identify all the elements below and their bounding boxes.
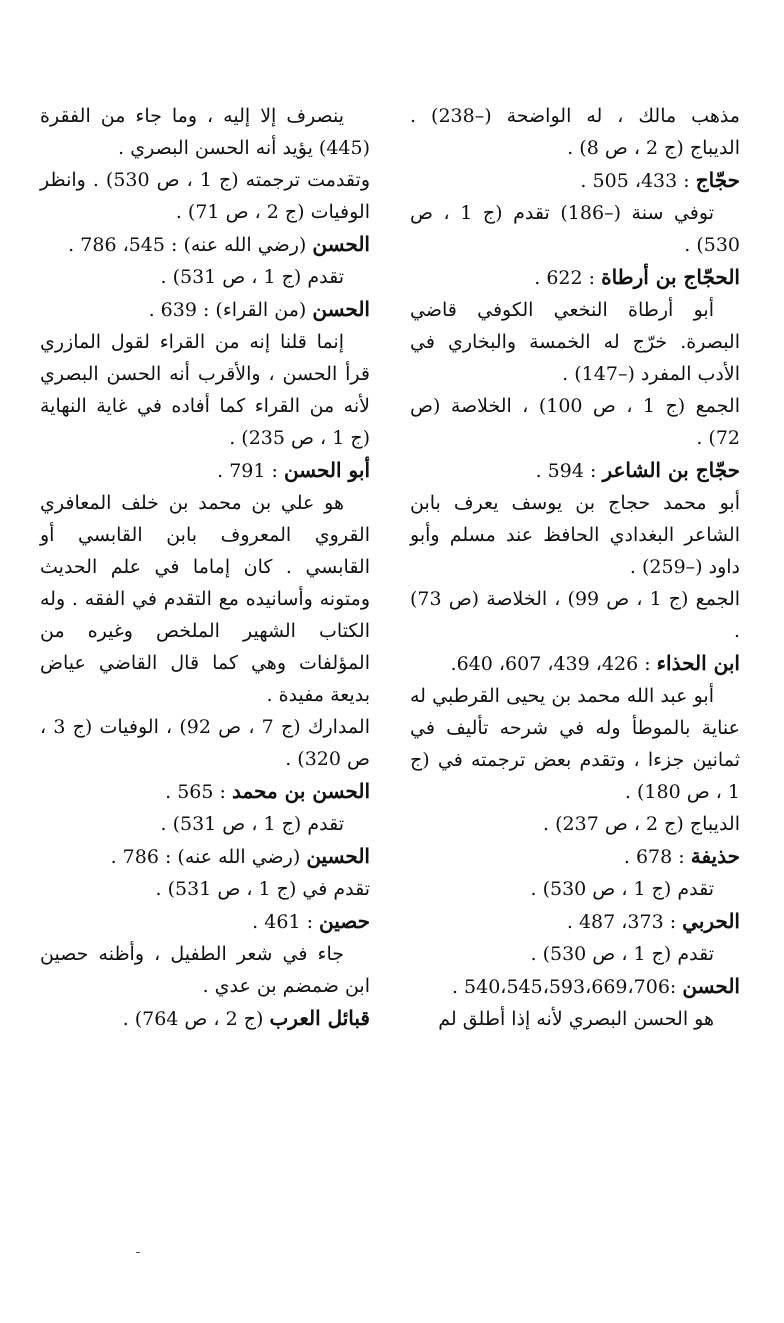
entry-text: توفي سنة (–186) تقدم (ج 1 ، ص 530) . bbox=[410, 202, 740, 256]
entry-heading bbox=[410, 840, 740, 873]
entry-text: الديباج (ج 2 ، ص 237) . bbox=[543, 813, 740, 835]
entry-text: جاء في شعر الطفيل ، وأظنه حصين ابن ضمضم بن عدي . bbox=[40, 943, 370, 997]
entry-heading bbox=[410, 905, 740, 938]
entry-text: تقدم في (ج 1 ، ص 531) . bbox=[155, 878, 370, 900]
entry-refs: : 622 . bbox=[534, 267, 596, 289]
entry-name: حصين bbox=[319, 909, 370, 933]
entry-text: تقدم (ج 1 ، ص 530) . bbox=[530, 878, 714, 900]
entry-heading bbox=[40, 775, 370, 808]
entry-text: هو علي بن محمد بن خلف المعافري القروي المعروف بابن القابسي أو القابسي . كان إماما في علم الحديث ومتونه وأسانيده مع التقدم في الفقه . وله الكتاب الشهير الملخص وغيره من المؤلفات وهي كما قال القاضي عياض بديعة مفيدة . bbox=[40, 492, 370, 706]
entry-name: الحسين bbox=[306, 844, 370, 868]
entry-heading bbox=[40, 840, 370, 873]
entry-text: تقدم (ج 1 ، ص 531) . bbox=[160, 266, 344, 288]
entry-refs: (من القراء) : 639 . bbox=[148, 299, 307, 321]
entry-refs: : 678 . bbox=[623, 846, 685, 868]
entry-name: ابن الحذاء bbox=[656, 651, 740, 675]
entry-name: الحسن bbox=[312, 232, 370, 256]
entry-text: الجمع (ج 1 ، ص 100) ، الخلاصة (ص 72) . bbox=[410, 395, 740, 449]
entry-heading bbox=[410, 261, 740, 294]
entry-heading bbox=[40, 454, 370, 487]
entry-name: الحسن bbox=[312, 297, 370, 321]
entry-refs: (رضي الله عنه) : 545، 786 . bbox=[68, 234, 307, 256]
entry-refs: : 426، 439، 607، 640. bbox=[450, 653, 651, 675]
entry-name: الحسن bbox=[682, 974, 740, 998]
entry-text: أبو أرطاة النخعي الكوفي قاضي البصرة. خرّج له الخمسة والبخاري في الأدب المفرد (–147) . bbox=[410, 299, 740, 385]
entry-text: ينصرف إلا إليه ، وما جاء من الفقرة (445) يؤيد أنه الحسن البصري . bbox=[40, 105, 370, 159]
entry-text: تقدم (ج 1 ، ص 530) . bbox=[530, 943, 714, 965]
entry-text: مذهب مالك ، له الواضحة (–238) . الديباج (ج 2 ، ص 8) . bbox=[410, 105, 740, 159]
entry-heading bbox=[410, 647, 740, 680]
entry-refs: : 433، 505 . bbox=[580, 170, 690, 192]
entry-name: الحسن بن محمد bbox=[231, 779, 370, 803]
entry-name: حجّاج بن الشاعر bbox=[602, 458, 740, 482]
entry-name: حذيفة bbox=[690, 844, 740, 868]
footer-mark bbox=[136, 1252, 140, 1253]
entry-refs: : 461 . bbox=[252, 911, 313, 933]
left-column bbox=[40, 100, 370, 1035]
entry-text: هو الحسن البصري لأنه إذا أطلق لم bbox=[438, 1008, 714, 1030]
entry-text: المدارك (ج 7 ، ص 92) ، الوفيات (ج 3 ، ص 320) . bbox=[40, 716, 370, 770]
entry-refs: (رضي الله عنه) : 786 . bbox=[110, 846, 301, 868]
entry-name: الحجّاج بن أرطاة bbox=[601, 265, 740, 289]
entry-text: أبو محمد حجاج بن يوسف يعرف بابن الشاعر البغدادي الحافظ عند مسلم وأبو داود (–259) . bbox=[410, 492, 740, 578]
entry-name: الحربي bbox=[682, 909, 740, 933]
entry-heading bbox=[40, 228, 370, 261]
entry-refs: :540،545،593،669،706 . bbox=[451, 976, 677, 998]
entry-text: تقدم (ج 1 ، ص 531) . bbox=[160, 813, 344, 835]
entry-heading bbox=[410, 970, 740, 1003]
right-column bbox=[410, 100, 740, 1035]
entry-refs: : 594 . bbox=[535, 460, 597, 482]
entry-refs: : 565 . bbox=[165, 781, 226, 803]
entry-refs: (ج 2 ، ص 764) . bbox=[122, 1008, 264, 1030]
entry-text: الجمع (ج 1 ، ص 99) ، الخلاصة (ص 73) . bbox=[410, 588, 741, 642]
entry-name: أبو الحسن bbox=[283, 458, 370, 482]
entry-refs: : 373، 487 . bbox=[566, 911, 677, 933]
entry-text: إنما قلنا إنه من القراء لقول المازري قرأ الحسن ، والأقرب أنه الحسن البصري لأنه من القراء كما أفاده في غاية النهاية (ج 1 ، ص 235) . bbox=[40, 331, 370, 449]
entry-heading bbox=[410, 164, 740, 197]
entry-heading bbox=[40, 1002, 370, 1035]
entry-heading bbox=[40, 293, 370, 326]
entry-heading bbox=[40, 905, 370, 938]
entry-name: حجّاج bbox=[695, 168, 740, 192]
entry-text: وتقدمت ترجمته (ج 1 ، ص 530) . وانظر الوفيات (ج 2 ، ص 71) . bbox=[40, 169, 371, 223]
entry-name: قبائل العرب bbox=[269, 1006, 370, 1030]
entry-heading bbox=[410, 454, 740, 487]
entry-refs: : 791 . bbox=[217, 460, 278, 482]
entry-text: أبو عبد الله محمد بن يحيى القرطبي له عناية بالموطأ وله في شرحه تأليف في ثمانين جزءا ، وتقدم بعض ترجمته في (ج 1 ، ص 180) . bbox=[410, 685, 740, 803]
